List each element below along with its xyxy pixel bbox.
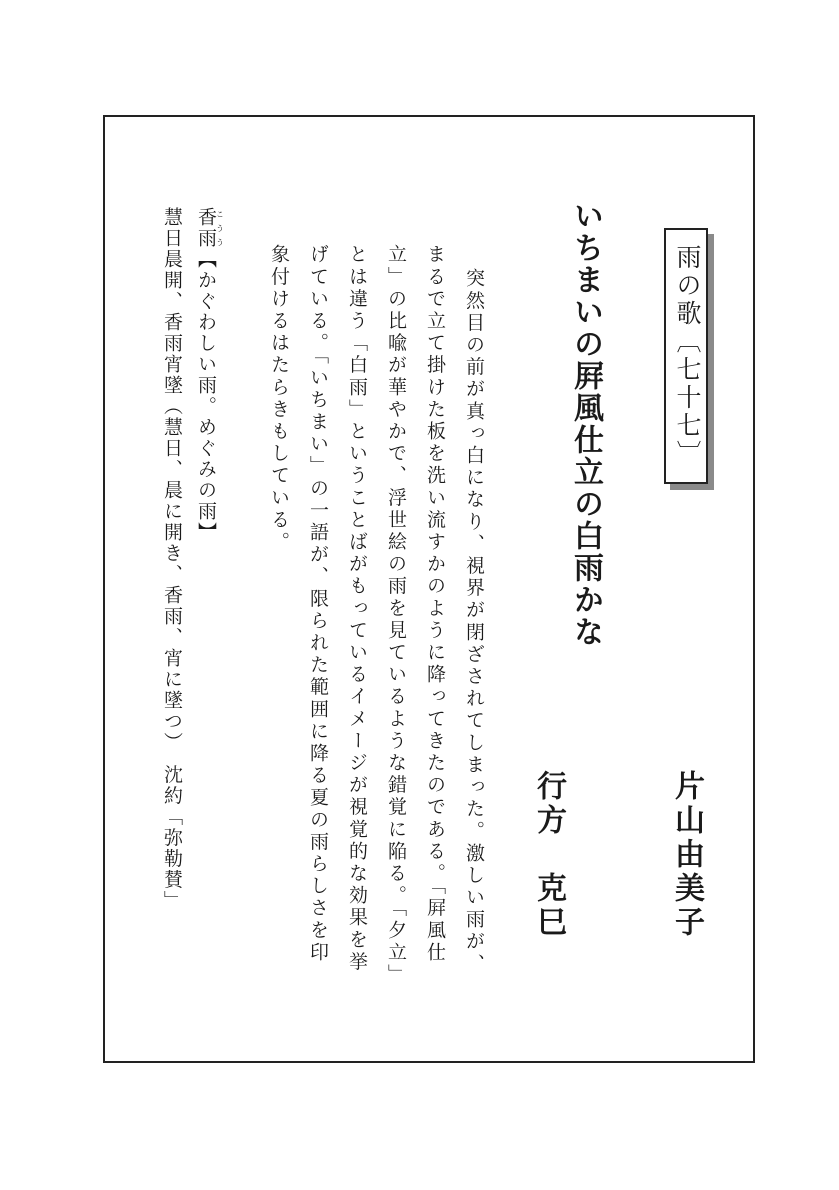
author-primary: 片山由美子 bbox=[669, 770, 704, 940]
poem-text: いちまいの屛風仕立の白雨かな bbox=[568, 200, 603, 648]
glossary-citation: 慧日晨開、香雨宵墜（慧日、晨に開き、香雨、宵に墜つ） 沈約「弥勒賛」 bbox=[161, 207, 183, 912]
glossary-entry bbox=[194, 207, 224, 543]
glossary-definition: 【かぐわしい雨。めぐみの雨】 bbox=[195, 249, 217, 543]
commentary-line-5: げている。「いちまい」の一語が、限られた範囲に降る夏の雨らしさを印 bbox=[307, 244, 329, 964]
commentary-line-6: 象付けるはたらきもしている。 bbox=[268, 244, 290, 554]
glossary-term: 香雨こうう bbox=[195, 207, 225, 249]
commentary-line-3: 立」の比喩が華やかで、浮世絵の雨を見ているような錯覚に陥る。「夕立」 bbox=[385, 244, 407, 986]
commentary-line-4: とは違う「白雨」ということばがもっているイメージが視覚的な効果を挙 bbox=[346, 244, 368, 974]
commentary-line-2: まるで立て掛けた板を洗い流すかのように降ってきたのである。「屛風仕 bbox=[424, 244, 446, 964]
commentary-line-1: 突然目の前が真っ白になり、視界が閉ざされてしまった。激しい雨が、 bbox=[463, 268, 485, 976]
series-label-box bbox=[664, 228, 708, 484]
series-label: 雨の歌〔七十七〕 bbox=[673, 244, 702, 468]
author-secondary: 行方 克巳 bbox=[531, 770, 566, 940]
